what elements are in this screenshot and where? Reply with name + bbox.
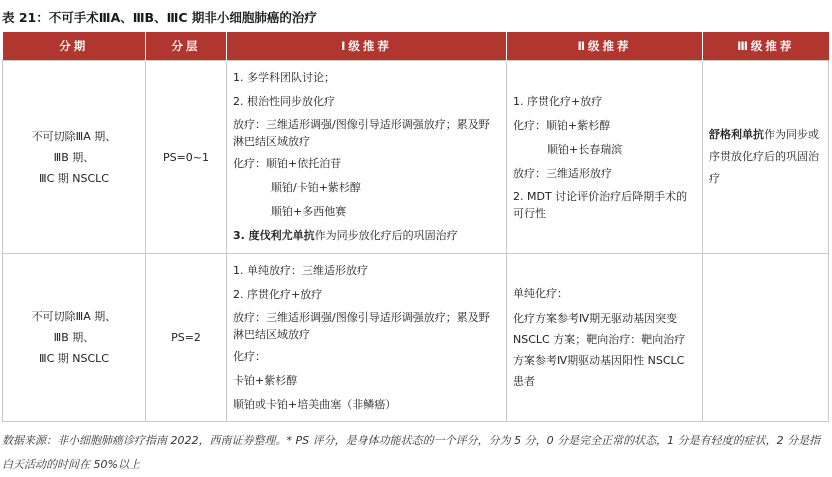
level1-chemo-label: 化疗： xyxy=(233,349,266,363)
level1-item: 2. 序贯化疗+放疗 xyxy=(233,287,323,301)
table-title: 表 21：不可手术ⅢA、ⅢB、ⅢC 期非小细胞肺癌的治疗 xyxy=(2,10,317,25)
drug-name: 3. 度伐利尤单抗 xyxy=(233,229,315,242)
stage-line: 不可切除ⅢA 期、 xyxy=(31,129,117,143)
header-layer: 分层 xyxy=(146,32,227,61)
level2-item: 1. 序贯化疗+放疗 xyxy=(513,95,603,108)
level3-drug: 舒格利单抗 xyxy=(709,128,764,141)
stage-line: ⅢC 期 NSCLC xyxy=(39,352,109,365)
level1-cell xyxy=(227,254,507,422)
level1-chemo-option: 顺铂或卡铂+培美曲塞（非鳞癌） xyxy=(233,397,397,411)
header-level3: Ⅲ级推荐 xyxy=(703,32,829,61)
level2-chemo-option: 顺铂+紫杉醇 xyxy=(546,119,611,132)
table-row xyxy=(3,61,829,254)
layer-cell: PS=0~1 xyxy=(146,61,227,254)
header-stage: 分期 xyxy=(3,32,146,61)
footnote: 数据来源：非小细胞肺癌诊疗指南 2022，西南证券整理。* PS 评分，是身体功能状态的一个评分，分为 5 分，0 分是完全正常的状态，1 分是有轻度的症状，2 分是指白天活动的时间在 50%以上 xyxy=(2,434,821,471)
level1-chemo-label: 化疗： xyxy=(233,157,266,170)
level3-cell-empty xyxy=(703,254,829,422)
level2-cell xyxy=(507,254,703,422)
stage-cell xyxy=(3,61,146,254)
level1-chemo-option: 顺铂+依托泊苷 xyxy=(266,157,342,170)
level1-item xyxy=(233,224,500,248)
level1-item: 2. 根治性同步放化疗 xyxy=(233,95,335,108)
table-row xyxy=(3,254,829,422)
stage-cell xyxy=(3,254,146,422)
level1-chemo-option: 顺铂+多西他赛 xyxy=(271,205,347,218)
level2-item: 2. MDT 讨论评价治疗后降期手术的可行性 xyxy=(513,190,688,220)
level1-chemo-option: 卡铂+紫杉醇 xyxy=(233,373,298,387)
stage-line: 不可切除ⅢA 期、 xyxy=(31,310,117,323)
header-level1: Ⅰ级推荐 xyxy=(227,32,507,61)
level2-label: 单纯化疗： xyxy=(513,286,568,300)
level1-item: 1. 多学科团队讨论； xyxy=(233,71,335,84)
drug-desc: 作为同步放化疗后的巩固治疗 xyxy=(314,229,458,242)
stage-line: ⅢB 期、 xyxy=(53,331,95,344)
level2-text: 化疗方案参考Ⅳ期无驱动基因突变 NSCLC 方案；靶向治疗：靶向治疗方案参考Ⅳ期驱动基因阳性 NSCLC 患者 xyxy=(513,311,686,388)
header-level2: Ⅱ级推荐 xyxy=(507,32,703,61)
level1-radio: 放疗：三维适形调强/图像引导适形调强放疗；累及野淋巴结区域放疗 xyxy=(233,310,490,341)
treatment-table xyxy=(2,32,829,422)
level3-cell xyxy=(703,61,829,254)
layer-cell: PS=2 xyxy=(146,254,227,422)
stage-line: ⅢB 期、 xyxy=(53,150,95,164)
level2-radio: 放疗：三维适形放疗 xyxy=(513,167,612,180)
table-header-row xyxy=(3,32,829,61)
level2-chemo-label: 化疗：顺铂+紫杉醇 xyxy=(513,119,611,132)
level1-cell xyxy=(227,61,507,254)
level1-item: 1. 单纯放疗：三维适形放疗 xyxy=(233,263,368,277)
level2-chemo-option: 顺铂+长春瑞滨 xyxy=(547,143,623,156)
level3-desc: 作为同步或序贯放化疗后的巩固治疗 xyxy=(709,128,819,185)
level1-radio: 放疗：三维适形调强/图像引导适形调强放疗；累及野淋巴结区域放疗 xyxy=(233,118,490,148)
stage-line: ⅢC 期 NSCLC xyxy=(39,171,109,185)
level2-cell xyxy=(507,61,703,254)
level1-chemo-option: 顺铂/卡铂+紫杉醇 xyxy=(271,181,361,194)
